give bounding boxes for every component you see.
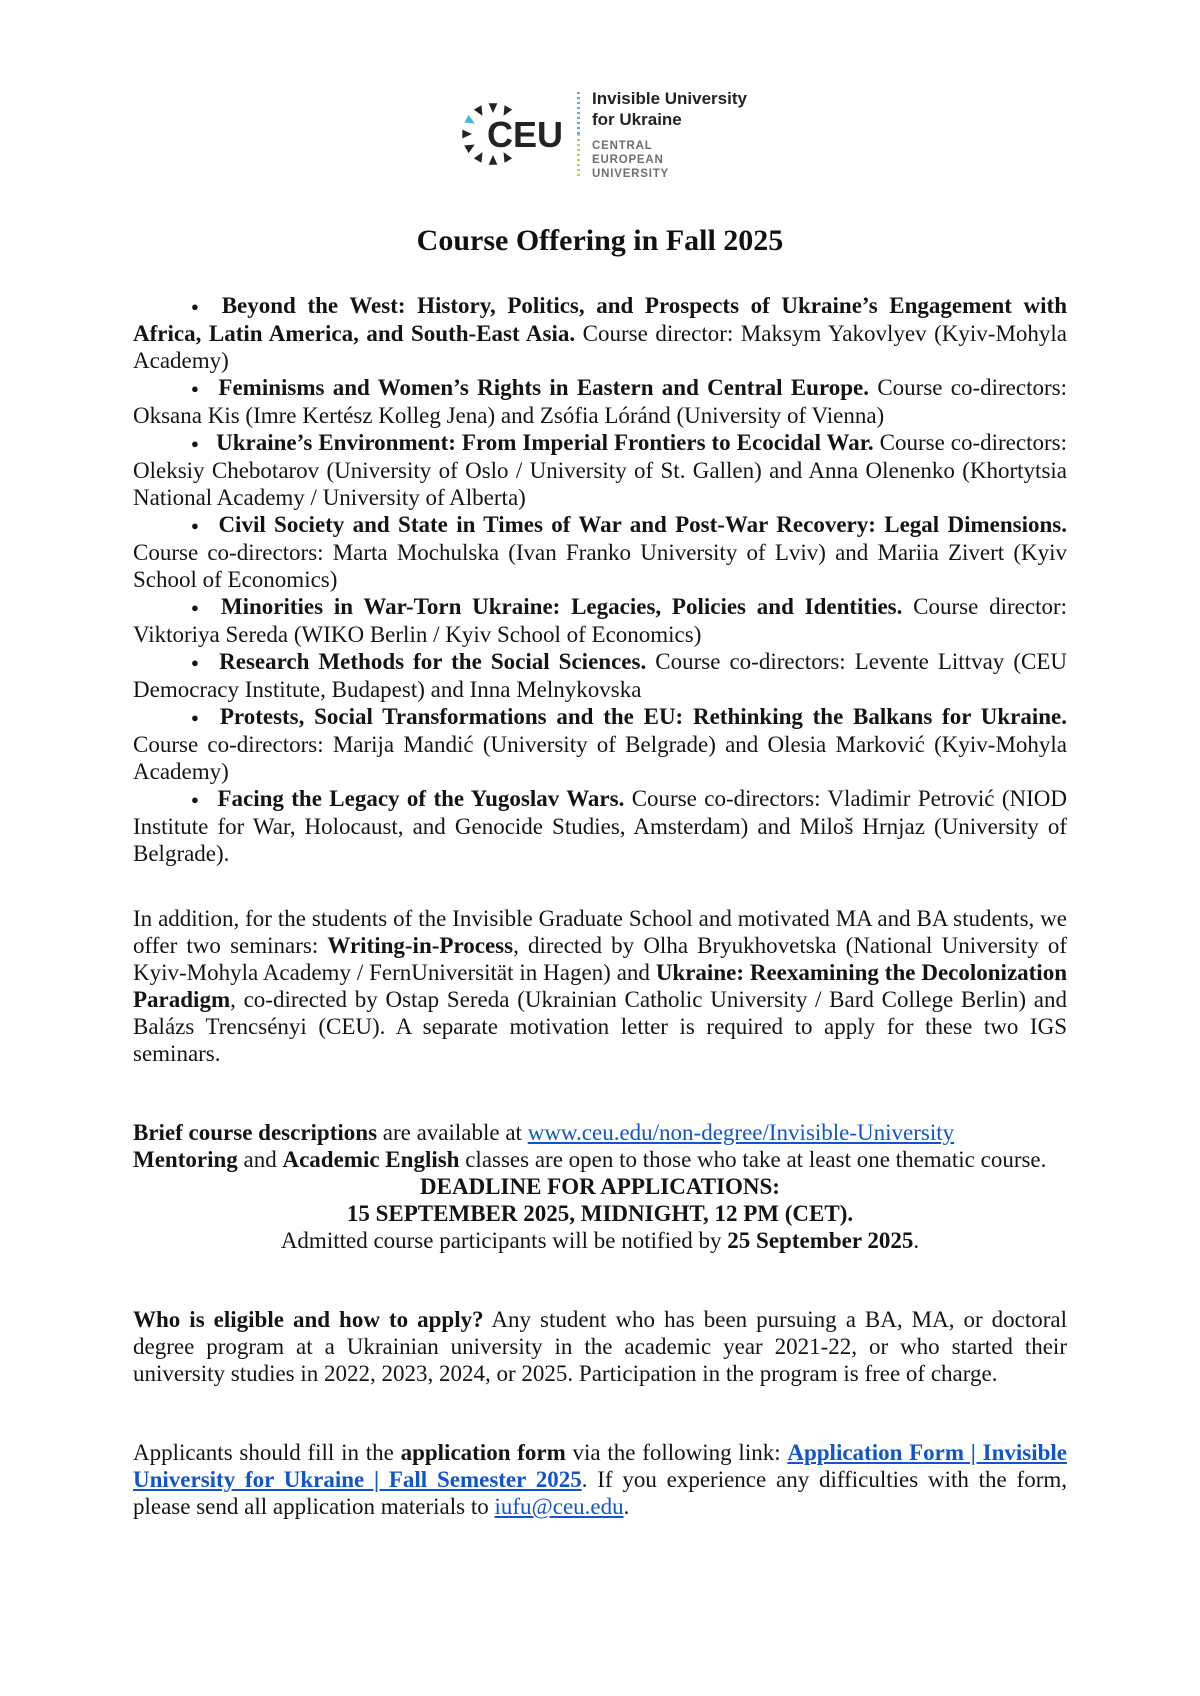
mentoring-text: classes are open to those who take at least one thematic course. <box>459 1147 1047 1172</box>
course-details: Course director: Viktoriya Sereda (WIKO Berlin / Kyiv School of Economics) <box>133 594 1068 647</box>
ceu-letters: CEU <box>487 114 564 155</box>
notification-date: 25 September 2025 <box>727 1228 914 1253</box>
ceu-wordmark <box>453 84 565 184</box>
logo-org-line2: EUROPEAN <box>592 153 664 166</box>
eligibility-text: Any student who has been pursuing a BA, MA, or doctoral degree program at a Ukrainian university in the academic year 2021-22, or who started their university studies in 2022, 2023, 2024, or 2025. Participation in the program is free of charge. <box>133 1307 1067 1386</box>
eligibility-lead: Who is eligible and how to apply? <box>133 1307 484 1332</box>
logo-unit-name-line1: Invisible University <box>592 88 747 108</box>
course-details: Course co-directors: Oleksiy Chebotarov (University of Oslo / University of St. Gallen) and Anna Olenenko (Khortytsia National Academy / University of Alberta) <box>133 430 1067 510</box>
bullet-icon: ● <box>191 655 203 670</box>
mentoring-text: and <box>237 1147 283 1172</box>
bullet-icon: ● <box>191 518 202 533</box>
course-item <box>133 593 1067 648</box>
bullet-icon: ● <box>191 710 203 725</box>
course-details: Course co-directors: Marta Mochulska (Ivan Franko University of Lviv) and Mariia Zivert (Kyiv School of Economics) <box>133 540 1067 592</box>
document-page <box>133 0 1067 1520</box>
eligibility-paragraph <box>133 1306 1067 1387</box>
deadline-date: 15 SEPTEMBER 2025, MIDNIGHT, 12 PM (CET). <box>346 1201 854 1226</box>
application-text: via the following link: <box>565 1440 788 1465</box>
course-title: Beyond the West: History, Politics, and Prospects of Ukraine’s Engagement with Africa, Latin America, and South-East Asia. <box>133 293 1067 346</box>
page-title: Course Offering in Fall 2025 <box>416 224 784 257</box>
mentoring-label: Mentoring <box>133 1147 238 1172</box>
logo-org-name <box>592 139 747 181</box>
mentoring-paragraph <box>133 1146 1067 1173</box>
notification-text: Admitted course participants will be notified by <box>280 1228 728 1253</box>
seminars-text: , directed by Olha Bryukhovetska (National University of Kyiv-Mohyla Academy / FernUniversität in Hagen) and <box>133 933 1067 985</box>
logo-org-line1: CENTRAL <box>592 139 653 152</box>
logo-separator-blue <box>577 92 580 134</box>
course-title: Ukraine’s Environment: From Imperial Frontiers to Ecocidal War. <box>216 430 874 455</box>
email-link[interactable]: iufu@ceu.edu <box>494 1494 624 1519</box>
notification-text: . <box>913 1228 920 1253</box>
notification-line <box>133 1227 1067 1254</box>
application-text: . <box>623 1494 630 1519</box>
seminar-writing-in-process: Writing-in-Process <box>327 933 514 958</box>
course-details: Course co-directors: Oksana Kis (Imre Kertész Kolleg Jena) and Zsófia Lóránd (University of Vienna) <box>133 375 1067 428</box>
bullet-icon: ● <box>191 436 200 451</box>
seminar-decolonization: Ukraine: Reexamining the Decolonization Paradigm <box>133 960 1067 1012</box>
course-title: Research Methods for the Social Sciences. <box>219 649 647 674</box>
application-text: . If you experience any difficulties with the form, please send all application materials to <box>133 1467 1067 1519</box>
descriptions-paragraph <box>133 1119 1067 1146</box>
bullet-icon: ● <box>191 299 205 314</box>
academic-english-label: Academic English <box>282 1147 460 1172</box>
course-title: Protests, Social Transformations and the EU: Rethinking the Balkans for Ukraine. <box>219 704 1067 729</box>
course-title: Minorities in War-Torn Ukraine: Legacies, Policies and Identities. <box>220 594 903 619</box>
course-details: Course co-directors: Vladimir Petrović (NIOD Institute for War, Holocaust, and Genocide Studies, Amsterdam) and Miloš Hrnjaz (University of Belgrade). <box>133 786 1067 866</box>
course-item <box>133 648 1067 703</box>
course-item <box>133 429 1067 511</box>
deadline-heading: DEADLINE FOR APPLICATIONS: <box>420 1174 780 1199</box>
course-details: Course co-directors: Marija Mandić (University of Belgrade) and Olesia Marković (Kyiv-Mohyla Academy) <box>133 732 1067 784</box>
course-title: Civil Society and State in Times of War and Post-War Recovery: Legal Dimensions. <box>218 512 1067 537</box>
bullet-icon: ● <box>191 600 204 615</box>
course-details: Course co-directors: Levente Littvay (CEU Democracy Institute, Budapest) and Inna Melnykovska <box>133 649 1067 702</box>
logo-separator-yellow <box>577 134 580 176</box>
logo-org-line3: UNIVERSITY <box>592 167 670 180</box>
seminars-text: In addition, for the students of the Invisible Graduate School and motivated MA and BA students, we offer two seminars: <box>133 906 1067 958</box>
course-item <box>133 785 1067 867</box>
course-item <box>133 703 1067 785</box>
seminars-text: , co-directed by Ostap Sereda (Ukrainian Catholic University / Bard College Berlin) and Balázs Trencsényi (CEU). A separate motivation letter is required to apply for these two IGS seminars. <box>133 987 1067 1066</box>
deadline-block <box>133 1173 1067 1254</box>
application-text: Applicants should fill in the <box>133 1440 401 1465</box>
logo-unit-name-line2: for Ukraine <box>592 109 682 129</box>
course-item <box>133 292 1067 374</box>
descriptions-lead: Brief course descriptions <box>133 1120 378 1145</box>
course-title: Facing the Legacy of the Yugoslav Wars. <box>217 786 625 811</box>
bullet-icon: ● <box>191 381 202 396</box>
course-details: Course director: Maksym Yakovlyev (Kyiv-Mohyla Academy) <box>133 321 1067 373</box>
application-paragraph <box>133 1439 1067 1520</box>
descriptions-text: are available at <box>377 1120 528 1145</box>
course-item <box>133 374 1067 429</box>
course-descriptions-link[interactable]: www.ceu.edu/non-degree/Invisible-University <box>527 1120 955 1145</box>
seminars-paragraph <box>133 905 1067 1067</box>
ceu-starburst-icon <box>453 84 565 184</box>
logo-separator <box>577 92 580 176</box>
course-item <box>133 511 1067 593</box>
application-form-label: application form <box>400 1440 566 1465</box>
logo-text <box>592 88 747 181</box>
course-list <box>133 292 1067 867</box>
bullet-icon: ● <box>191 792 201 807</box>
ceu-logo <box>133 84 1067 184</box>
course-title: Feminisms and Women’s Rights in Eastern and Central Europe. <box>218 375 870 400</box>
application-form-link[interactable]: Application Form | Invisible University for Ukraine | Fall Semester 2025 <box>133 1440 1067 1492</box>
